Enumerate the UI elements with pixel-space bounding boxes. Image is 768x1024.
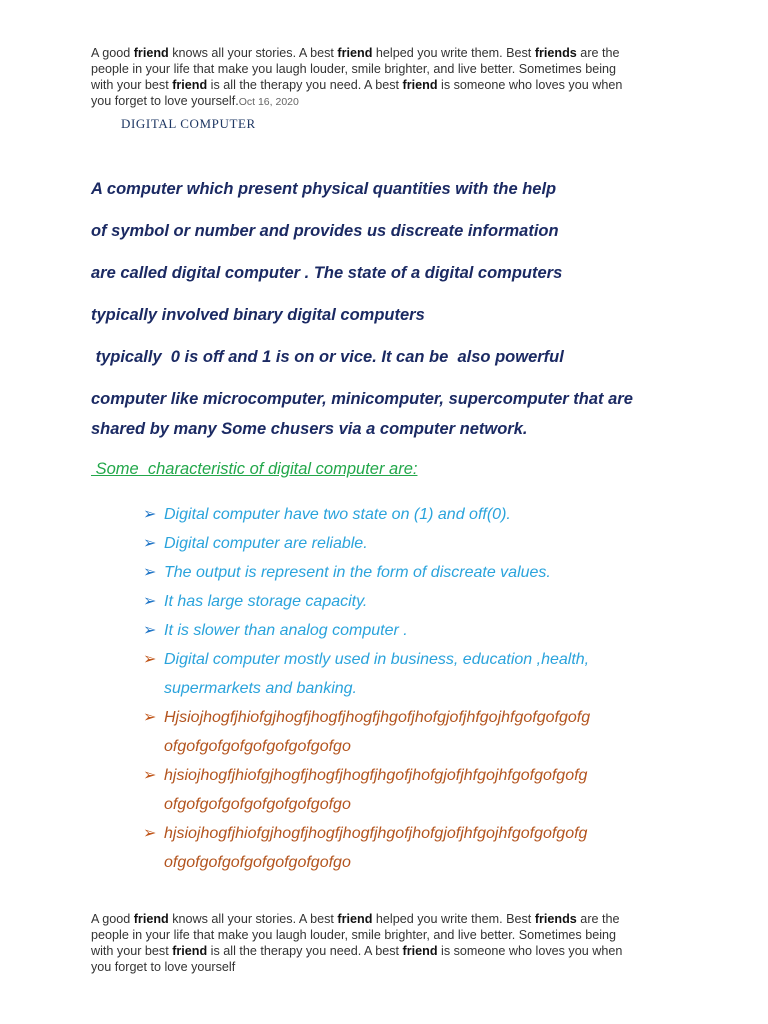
quote-line: people in your life that make you laugh louder, smile brighter, and live better. Sometimes being xyxy=(91,928,617,942)
list-item-text: hjsiojhogfjhiofgjhogfjhogfjhogfjhgofjhofgjofjhfgojhfgofgofgofg xyxy=(164,825,588,842)
paragraph-line: of symbol or number and provides us discreate information xyxy=(91,222,559,240)
arrow-bullet-icon: ➢ xyxy=(143,564,157,581)
list-item-text: Digital computer are reliable. xyxy=(164,535,368,552)
quote-keyword: friend xyxy=(172,944,208,958)
arrow-bullet-icon: ➢ xyxy=(143,651,157,668)
quote-keyword: friend xyxy=(402,78,438,92)
quote-keyword: friend xyxy=(133,46,169,60)
quote-bottom xyxy=(91,911,691,975)
quote-text: are the xyxy=(576,46,620,60)
list-item-text: It is slower than analog computer . xyxy=(164,622,408,639)
list-item-text: Digital computer mostly used in business, education ,health, xyxy=(164,651,590,668)
quote-text: A good xyxy=(91,912,134,926)
quote-text: helped you write them. Best xyxy=(372,912,535,926)
quote-line: people in your life that make you laugh louder, smile brighter, and live better. Sometimes being xyxy=(91,62,617,76)
list-item-text: The output is represent in the form of discreate values. xyxy=(164,564,551,581)
paragraph-line: computer like microcomputer, minicomputer, supercomputer that are xyxy=(91,390,633,408)
paragraph-line: typically involved binary digital computers xyxy=(91,306,425,324)
arrow-bullet-icon: ➢ xyxy=(143,825,157,842)
quote-text: with your best xyxy=(91,78,173,92)
arrow-bullet-icon: ➢ xyxy=(143,709,157,726)
quote-line xyxy=(91,77,691,93)
quote-keyword: friend xyxy=(133,912,169,926)
quote-text: is all the therapy you need. A best xyxy=(207,78,403,92)
quote-text: you forget to love yourself. xyxy=(91,94,239,108)
list-item-text: ofgofgofgofgofgofgofgofgo xyxy=(164,854,351,871)
quote-text: is someone who loves you when xyxy=(437,78,623,92)
characteristics-heading: Some characteristic of digital computer are: xyxy=(91,460,418,478)
page-title: DIGITAL COMPUTER xyxy=(121,116,256,131)
paragraph-line: A computer which present physical quantities with the help xyxy=(91,180,557,198)
quote-line: you forget to love yourself xyxy=(91,960,236,974)
paragraph-line: typically 0 is off and 1 is on or vice. It can be also powerful xyxy=(91,348,564,366)
quote-line xyxy=(91,45,691,61)
list-item-text: ofgofgofgofgofgofgofgofgo xyxy=(164,738,351,755)
quote-keyword: friend xyxy=(402,944,438,958)
quote-keyword: friend xyxy=(337,912,373,926)
quote-keyword: friend xyxy=(172,78,208,92)
quote-line xyxy=(91,943,691,959)
quote-text: knows all your stories. A best xyxy=(168,912,338,926)
quote-text: A good xyxy=(91,46,134,60)
quote-keyword: friends xyxy=(534,46,577,60)
list-item-text: hjsiojhogfjhiofgjhogfjhogfjhogfjhgofjhofgjofjhfgojhfgofgofgofg xyxy=(164,767,588,784)
arrow-bullet-icon: ➢ xyxy=(143,622,157,639)
list-item-text: Digital computer have two state on (1) and off(0). xyxy=(164,506,511,523)
list-item-text: Hjsiojhogfjhiofgjhogfjhogfjhogfjhgofjhofgjofjhfgojhfgofgofgofg xyxy=(164,709,591,726)
quote-text: knows all your stories. A best xyxy=(168,46,338,60)
quote-keyword: friends xyxy=(534,912,577,926)
quote-keyword: friend xyxy=(337,46,373,60)
quote-text: is all the therapy you need. A best xyxy=(207,944,403,958)
paragraph-line: are called digital computer . The state of a digital computers xyxy=(91,264,563,282)
quote-line xyxy=(91,93,691,110)
quote-text: is someone who loves you when xyxy=(437,944,623,958)
quote-date: Oct 16, 2020 xyxy=(238,96,299,108)
arrow-bullet-icon: ➢ xyxy=(143,593,157,610)
arrow-bullet-icon: ➢ xyxy=(143,535,157,552)
quote-text: are the xyxy=(576,912,620,926)
quote-text: helped you write them. Best xyxy=(372,46,535,60)
quote-line xyxy=(91,911,691,927)
list-item-text: ofgofgofgofgofgofgofgofgo xyxy=(164,796,351,813)
arrow-bullet-icon: ➢ xyxy=(143,767,157,784)
list-item-text: It has large storage capacity. xyxy=(164,593,368,610)
list-item-text: supermarkets and banking. xyxy=(164,680,357,697)
paragraph-line: shared by many Some chusers via a computer network. xyxy=(91,420,528,438)
arrow-bullet-icon: ➢ xyxy=(143,506,157,523)
quote-top xyxy=(91,45,691,110)
quote-text: with your best xyxy=(91,944,173,958)
